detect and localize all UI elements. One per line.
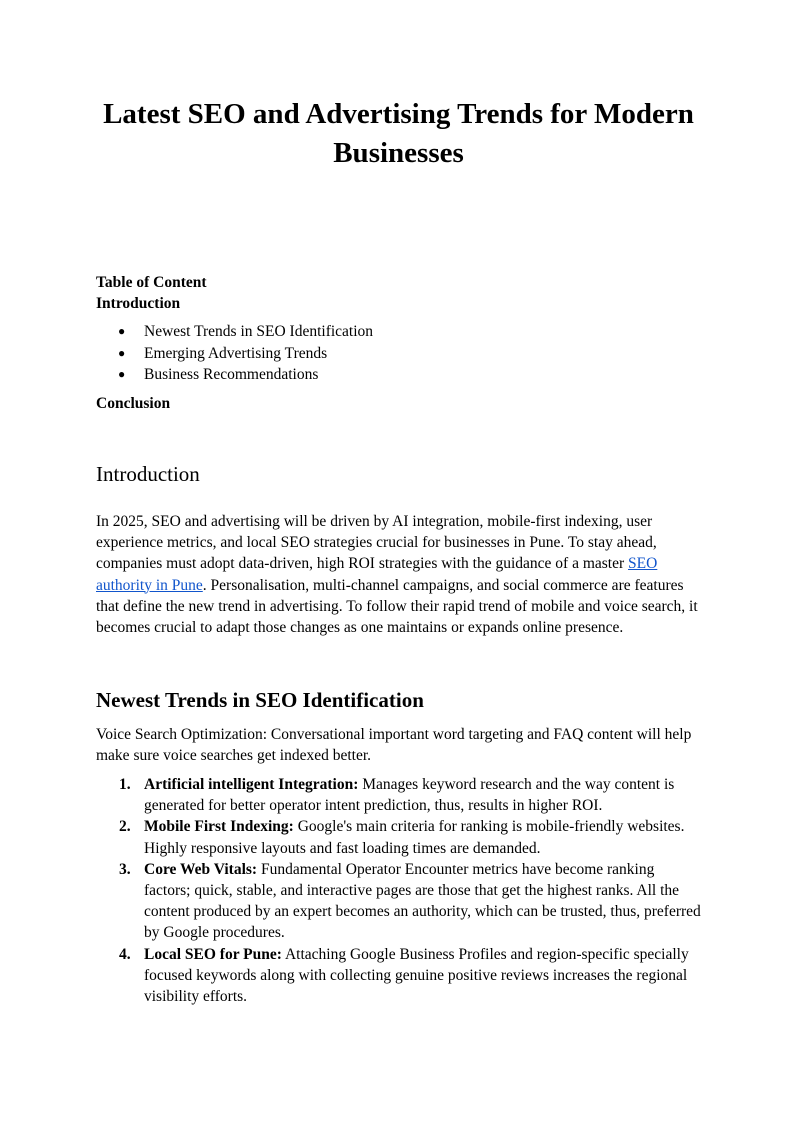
list-item: ● Business Recommendations	[96, 364, 701, 386]
seo-authority-link[interactable]: SEO authority in Pune	[96, 555, 658, 594]
trends-lead-paragraph: Voice Search Optimization: Conversational important word targeting and FAQ content will help make sure voice searches get indexed better.	[96, 726, 692, 765]
list-item: 2. Mobile First Indexing: Google's main criteria for ranking is mobile-friendly websites. Highly responsive layouts and fast loading times are demanded.	[119, 818, 685, 857]
list-item: 3. Core Web Vitals: Fundamental Operator Encounter metrics have become ranking factors; quick, stable, and interactive pages are those that get the highest ranks. All the content produced by an expert becomes an authority, which can be trusted, thus, preferred by Google procedures.	[119, 860, 701, 942]
section-heading-introduction: Introduction	[96, 462, 200, 486]
bullet-icon: ●	[118, 345, 126, 360]
toc-item-introduction: Introduction	[96, 295, 181, 312]
bullet-icon: ●	[118, 324, 126, 338]
document-title: Latest SEO and Advertising Trends for Modern Businesses	[103, 98, 694, 169]
list-item: ● Emerging Advertising Trends	[96, 343, 701, 365]
list-item: 4. Local SEO for Pune: Attaching Google Business Profiles and region-specific specially focused keywords along with collecting genuine positive reviews increases the regional visibility efforts.	[119, 945, 689, 1006]
toc-item-conclusion: Conclusion	[96, 394, 171, 412]
intro-paragraph: In 2025, SEO and advertising will be driven by AI integration, mobile-first indexing, user experience metrics, and local SEO strategies crucial for businesses in Pune. To stay ahead, companies must adopt data-driven, high ROI strategies with the guidance of a master SEO authority in Pune. Personalisation, multi-channel campaigns, and social commerce are features that define the new trend in advertising. To follow their rapid trend of mobile and voice search, it becomes crucial to adapt those changes as one maintains or expands online presence.	[96, 513, 698, 637]
toc-list	[96, 321, 701, 386]
section-heading-seo-trends: Newest Trends in SEO Identification	[96, 688, 424, 712]
list-item: 1. Artificial intelligent Integration: Manages keyword research and the way content is generated for better operator intent prediction, thus, results in higher ROI.	[119, 776, 675, 815]
trends-list	[96, 774, 701, 1007]
list-item: ● Newest Trends in SEO Identification	[96, 321, 701, 343]
table-of-contents	[96, 272, 701, 414]
bullet-icon: ●	[118, 367, 126, 381]
toc-heading: Table of Content	[96, 274, 207, 291]
